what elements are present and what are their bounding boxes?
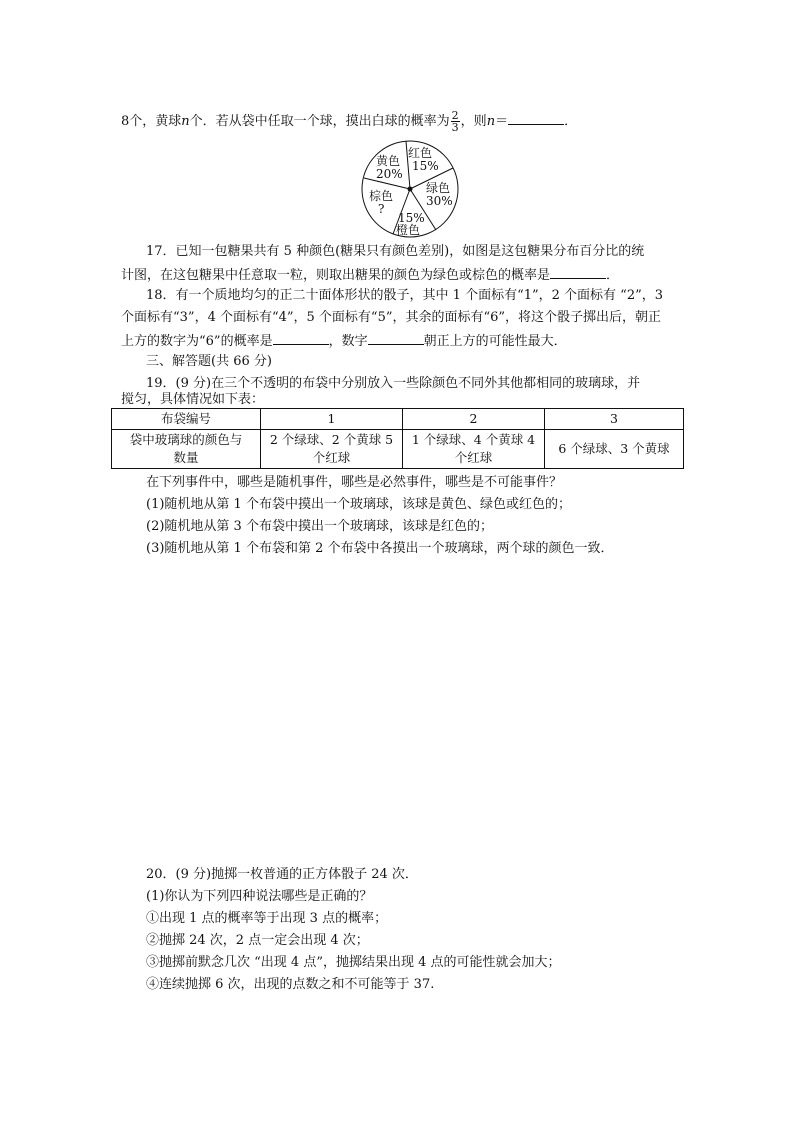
bag-2-line-1: 1 个绿球、4 个黄球 4 bbox=[411, 432, 536, 447]
q20-line-1: 20．(9 分)抛掷一枚普通的正方体骰子 24 次． bbox=[146, 867, 418, 882]
row-label-cell bbox=[112, 430, 261, 469]
q20-option-1: ①出现 1 点的概率等于出现 3 点的概率； bbox=[146, 911, 388, 926]
fraction-denominator: 3 bbox=[451, 121, 459, 134]
variable-n: n bbox=[181, 114, 190, 129]
slice-label-green: 绿色 bbox=[426, 181, 451, 195]
section-heading: 三、解答题(共 66 分) bbox=[146, 354, 272, 369]
slice-pct-green: 30% bbox=[426, 194, 453, 208]
q17-line-2 bbox=[121, 265, 619, 285]
bag-2-line-2: 个红球 bbox=[454, 450, 493, 465]
q19-item-2: (2)随机地从第 3 个布袋中摸出一个玻璃球，该球是红色的； bbox=[146, 519, 493, 534]
pie-center-dot bbox=[408, 187, 413, 192]
q19-item-3: (3)随机地从第 1 个布袋和第 2 个布袋中各摸出一个玻璃球，两个球的颜色一致． bbox=[146, 541, 614, 556]
variable-n-2: n bbox=[486, 114, 496, 129]
fraction-numerator: 2 bbox=[451, 109, 459, 122]
slice-label-orange: 橙色 bbox=[396, 223, 421, 237]
fraction-two-thirds bbox=[451, 110, 460, 133]
slice-label-red: 红色 bbox=[408, 146, 433, 160]
q17-text: 计图，在这包糖果中任意取一粒，则取出糖果的颜色为绿色或棕色的概率是 bbox=[121, 268, 551, 283]
candy-pie-chart bbox=[356, 138, 464, 242]
intro-text-3: ，则 bbox=[460, 114, 487, 129]
q18-line-1: 18．有一个质地均匀的正二十面体形状的骰子，其中 1 个面标有“1”，2 个面标有 “2”，3 bbox=[146, 288, 664, 303]
header-bag-2: 2 bbox=[403, 409, 545, 430]
answer-blank bbox=[508, 111, 564, 125]
q20-option-4: ④连续抛掷 6 次，出现的点数之和不可能等于 37. bbox=[146, 977, 435, 992]
q18-text-c: 朝正上方的可能性最大． bbox=[423, 334, 567, 349]
q18-answer-blank-1 bbox=[273, 331, 329, 345]
slice-pct-yellow: 20% bbox=[376, 167, 403, 181]
slice-pct-orange: 15% bbox=[398, 211, 425, 225]
bag-table bbox=[111, 408, 684, 469]
q18-line-3 bbox=[121, 331, 567, 351]
q18-answer-blank-2 bbox=[368, 331, 424, 345]
bag-1-line-2: 个红球 bbox=[312, 450, 351, 465]
q17-end: ． bbox=[606, 268, 620, 283]
slice-label-yellow: 黄色 bbox=[376, 154, 401, 168]
q17-answer-blank bbox=[550, 265, 606, 279]
q19-line-2: 搅匀，具体情况如下表： bbox=[121, 392, 265, 407]
q19-line-1: 19．(9 分)在三个不透明的布袋中分别放入一些除颜色不同外其他都相同的玻璃球，并 bbox=[146, 376, 641, 391]
row-label-line-2: 数量 bbox=[173, 450, 199, 465]
bag-1-line-1: 2 个绿球、2 个黄球 5 bbox=[269, 432, 394, 447]
table-row bbox=[112, 430, 684, 469]
q18-text-b: ，数字 bbox=[328, 334, 368, 349]
q20-option-3: ③抛掷前默念几次 “出现 4 点”，抛掷结果出现 4 点的可能性就会加大； bbox=[146, 955, 561, 970]
intro-text-1: 8个，黄球 bbox=[121, 114, 182, 129]
header-bag-1: 1 bbox=[261, 409, 403, 430]
intro-text-4: ＝ bbox=[495, 114, 509, 129]
bag-1-contents bbox=[261, 430, 403, 469]
bag-2-contents bbox=[403, 430, 545, 469]
header-bag-3: 3 bbox=[545, 409, 684, 430]
row-label-line-1: 袋中玻璃球的颜色与 bbox=[129, 432, 243, 447]
q19-question: 在下列事件中，哪些是随机事件，哪些是必然事件，哪些是不可能事件？ bbox=[146, 475, 563, 490]
slice-pct-red: 15% bbox=[412, 159, 439, 173]
header-bag-number: 布袋编号 bbox=[112, 409, 261, 430]
q17-line-1: 17．已知一包糖果共有 5 种颜色(糖果只有颜色差别)，如图是这包糖果分布百分比的统 bbox=[146, 244, 645, 259]
q20-line-2: (1)你认为下列四种说法哪些是正确的？ bbox=[146, 889, 373, 904]
q20-option-2: ②抛掷 24 次，2 点一定会出现 4 次； bbox=[146, 933, 369, 948]
q19-item-1: (1)随机地从第 1 个布袋中摸出一个玻璃球，该球是黄色、绿色或红色的； bbox=[146, 497, 571, 512]
q18-text-a: 上方的数字为“6”的概率是 bbox=[121, 334, 273, 349]
slice-label-brown: 棕色 bbox=[369, 189, 394, 203]
intro-line bbox=[121, 110, 577, 133]
intro-text-5: ． bbox=[564, 114, 578, 129]
intro-text-2: 个．若从袋中任取一个球，摸出白球的概率为 bbox=[189, 114, 450, 129]
bag-3-contents: 6 个绿球、3 个黄球 bbox=[545, 430, 684, 469]
slice-pct-brown: ? bbox=[378, 202, 385, 216]
table-header-row bbox=[112, 409, 684, 430]
q18-line-2: 个面标有“3”，4 个面标有“4”，5 个面标有“5”，其余的面标有“6”，将这个骰子掷出后，朝正 bbox=[121, 310, 662, 325]
